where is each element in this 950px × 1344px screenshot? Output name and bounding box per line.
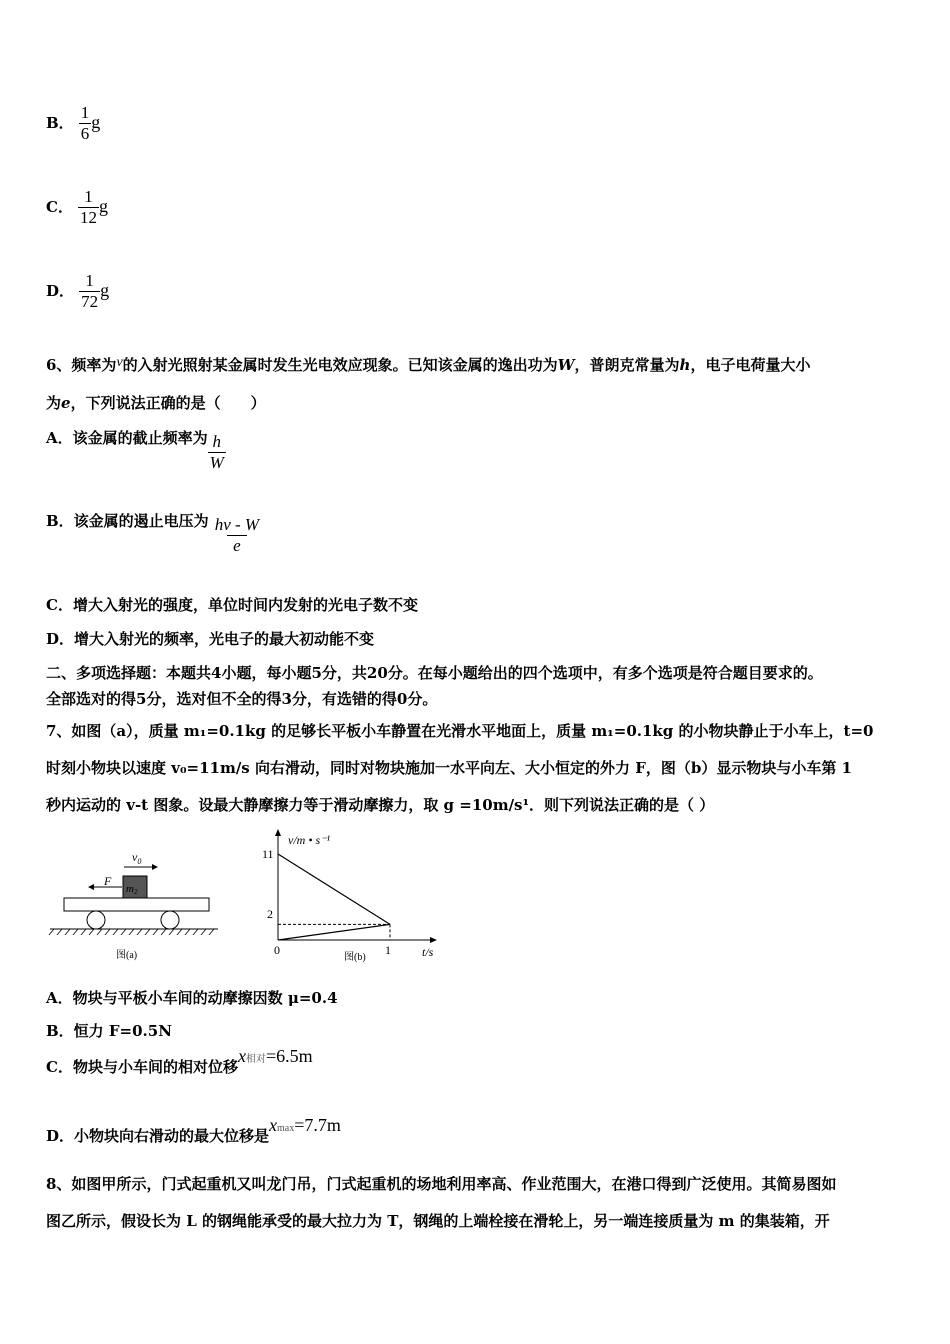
q8-stem-line1: 8、如图甲所示，门式起重机又叫龙门吊，门式起重机的场地利用率高、作业范围大，在港口得到广泛使用。其简易图如 <box>46 1175 837 1193</box>
unit: g <box>91 112 101 132</box>
q7-option-d <box>46 1115 341 1146</box>
x-axis-arrowhead <box>430 937 437 943</box>
denominator: 72 <box>81 292 99 311</box>
option-text: A．该金属的截止频率为 <box>46 429 208 447</box>
q7-option-b: B．恒力 F=0.5N <box>46 1022 172 1040</box>
q6-stem-line2 <box>46 392 266 413</box>
q6-option-d: D．增大入射光的频率，光电子的最大初动能不变 <box>46 630 375 648</box>
figure-b-vt-graph <box>252 828 452 968</box>
cart-plank <box>64 898 209 911</box>
option-text: B．该金属的遏止电压为 <box>46 512 209 530</box>
numerator: 1 <box>85 271 94 290</box>
x-axis-label: t/s <box>422 945 434 959</box>
numerator: hν - W <box>214 515 260 534</box>
tick-label-0: 0 <box>274 943 280 957</box>
section-heading-line2: 全部选对的得5分，选对但不全的得3分，有选错的得0分。 <box>46 690 438 708</box>
q7-option-a: A．物块与平板小车间的动摩擦因数 μ=0.4 <box>46 989 338 1007</box>
option-letter: B． <box>46 114 74 132</box>
force-arrowhead <box>88 884 94 890</box>
series-line-block <box>278 854 390 924</box>
q6-option-c: C．增大入射光的强度，单位时间内发射的光电子数不变 <box>46 596 418 614</box>
fraction <box>78 187 99 228</box>
text: 为 <box>46 394 62 412</box>
figure-a-cart-diagram <box>46 845 226 965</box>
math-value: =6.5m <box>265 1046 313 1066</box>
option-letter: D． <box>46 282 75 300</box>
denominator: e <box>227 535 247 556</box>
tick-label-11: 11 <box>262 847 274 861</box>
denominator: 12 <box>80 208 98 227</box>
series-line-cart <box>278 924 390 940</box>
numerator: 1 <box>84 187 93 206</box>
numerator: 1 <box>80 103 90 122</box>
text: 6、频率为 <box>46 356 117 374</box>
option-text: C．物块与小车间的相对位移 <box>46 1058 238 1076</box>
q7-stem-line2: 时刻小物块以速度 v₀=11m/s 向右滑动，同时对物块施加一水平向左、大小恒定的外力 F，图（b）显示物块与小车第 1 <box>46 759 852 777</box>
math-expression <box>269 1115 341 1135</box>
unit: g <box>100 280 110 300</box>
fraction <box>79 103 92 144</box>
v0-arrowhead <box>152 864 158 870</box>
tick-label-1: 1 <box>385 943 391 957</box>
text: ，普朗克常量为 <box>574 356 680 374</box>
figure-b-caption: 图(b) <box>344 952 366 963</box>
ground-hatch <box>49 929 214 935</box>
fraction <box>79 271 100 312</box>
math-value: =7.7m <box>294 1115 341 1135</box>
cart-wheel-left <box>87 911 105 929</box>
unit: g <box>99 196 109 216</box>
tick-label-2: 2 <box>267 907 273 921</box>
q7-stem-line1: 7、如图（a），质量 m₁=0.1kg 的足够长平板小车静置在光滑水平地面上，质量 m₁=0.1kg 的小物块静止于小车上，t=0 <box>46 722 874 740</box>
q5-option-c <box>46 187 108 228</box>
denominator: W <box>209 453 224 472</box>
m2-label: m2 <box>126 883 138 896</box>
nu-symbol: ν <box>116 355 123 370</box>
q7-option-c <box>46 1046 313 1077</box>
q6-option-a <box>46 427 226 473</box>
section-heading-line1: 二、多项选择题：本题共4小题，每小题5分，共20分。在每小题给出的四个选项中，有多个选项是符合题目要求的。 <box>46 664 823 682</box>
q6-option-b <box>46 510 265 556</box>
math-subscript: max <box>277 1123 295 1134</box>
q5-option-b <box>46 103 100 144</box>
q7-stem-line3: 秒内运动的 v-t 图象。设最大静摩擦力等于滑动摩擦力，取 g =10m/s¹．则下列说法正确的是（ ） <box>46 796 715 814</box>
w-symbol: W <box>557 356 575 374</box>
math-subscript: 相对 <box>245 1054 266 1065</box>
text: ，电子电荷量大小 <box>690 356 811 374</box>
y-axis-label: v/m • s⁻¹ <box>288 833 331 847</box>
math-symbol: x <box>237 1046 246 1066</box>
option-letter: C． <box>46 198 73 216</box>
fraction <box>209 515 265 556</box>
option-text: D．小物块向右滑动的最大位移是 <box>46 1127 270 1145</box>
text: ，下列说法正确的是（ ） <box>70 394 266 412</box>
figure-a-caption: 图(a) <box>116 950 138 961</box>
math-symbol: x <box>269 1115 278 1135</box>
h-symbol: h <box>679 356 691 374</box>
e-symbol: e <box>61 394 71 412</box>
q5-option-d <box>46 271 109 312</box>
numerator: h <box>212 432 221 451</box>
denominator: 6 <box>80 124 90 143</box>
v0-label: $v_0$ <box>132 850 142 866</box>
y-axis-arrowhead <box>275 829 281 836</box>
cart-wheel-right <box>161 911 179 929</box>
force-label: F <box>104 874 112 888</box>
text: 的入射光照射某金属时发生光电效应现象。已知该金属的逸出功为 <box>122 356 558 374</box>
math-expression <box>238 1046 313 1066</box>
q6-stem-line1 <box>46 354 810 375</box>
q8-stem-line2: 图乙所示，假设长为 L 的钢绳能承受的最大拉力为 T，钢绳的上端栓接在滑轮上，另一端连接质量为 m 的集装箱，开 <box>46 1212 830 1230</box>
fraction <box>208 432 226 473</box>
